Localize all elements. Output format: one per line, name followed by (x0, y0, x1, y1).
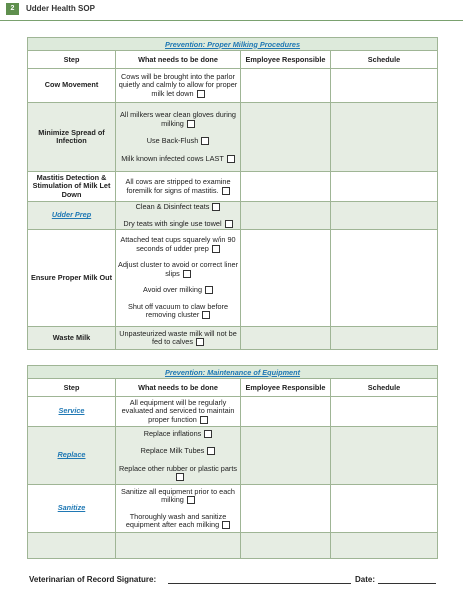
schedule-cell[interactable] (331, 172, 438, 202)
employee-cell[interactable] (241, 427, 331, 485)
task-checkbox[interactable] (187, 496, 195, 504)
empty-step-cell[interactable] (28, 533, 116, 559)
table-row (28, 485, 438, 533)
step-link-replace[interactable]: Replace (28, 427, 116, 485)
employee-cell[interactable] (241, 485, 331, 533)
empty-todo-cell[interactable] (116, 533, 241, 559)
table-row (28, 427, 438, 485)
milking-procedures-table (27, 37, 438, 350)
task-checkbox[interactable] (187, 120, 195, 128)
task-text: Clean & Disinfect teats (135, 202, 210, 211)
employee-cell[interactable] (241, 397, 331, 427)
task-text: Cows will be brought into the parlor quietly and calmly to allow for proper milk let down (118, 71, 238, 98)
step-link-service[interactable]: Service (28, 397, 116, 427)
task-text: Replace inflations (143, 428, 202, 438)
table-row (28, 172, 438, 202)
task-text: All cows are stripped to examine foremilk for signs of mastitis. (125, 177, 231, 195)
col-todo: What needs to be done (116, 51, 241, 69)
task-text: Attached teat cups squarely w/in 90 seconds of udder prep (120, 235, 236, 253)
task-checkbox[interactable] (222, 187, 230, 195)
schedule-cell[interactable] (331, 69, 438, 103)
task-text: Sanitize all equipment prior to each milking (121, 486, 235, 504)
task-checkbox[interactable] (202, 311, 210, 319)
employee-cell[interactable] (241, 230, 331, 327)
schedule-cell[interactable] (331, 202, 438, 230)
task-text: Adjust cluster to avoid or correct liner slips (117, 260, 239, 278)
employee-cell[interactable] (241, 327, 331, 350)
col-schedule: Schedule (331, 51, 438, 69)
task-checkbox[interactable] (204, 430, 212, 438)
task-checkbox[interactable] (212, 245, 220, 253)
task-checkbox[interactable] (183, 270, 191, 278)
task-text: Replace Milk Tubes (140, 446, 205, 455)
table-row (28, 230, 438, 327)
schedule-cell[interactable] (331, 397, 438, 427)
schedule-cell[interactable] (331, 427, 438, 485)
col-employee: Employee Responsible (241, 51, 331, 69)
task-text: Thoroughly wash and sanitize equipment after each milking (125, 511, 227, 529)
col-step: Step (28, 379, 116, 397)
schedule-cell[interactable] (331, 485, 438, 533)
section-title-equipment: Prevention: Maintenance of Equipment (28, 366, 438, 379)
schedule-cell[interactable] (331, 327, 438, 350)
equipment-maintenance-table (27, 365, 438, 559)
col-schedule: Schedule (331, 379, 438, 397)
step-label: Waste Milk (28, 327, 116, 350)
table-row (28, 397, 438, 427)
col-todo: What needs to be done (116, 379, 241, 397)
step-label: Ensure Proper Milk Out (28, 230, 116, 327)
employee-cell[interactable] (241, 69, 331, 103)
table-row (28, 327, 438, 350)
task-checkbox[interactable] (196, 338, 204, 346)
table-row (28, 533, 438, 559)
task-text: Use Back-Flush (146, 136, 199, 145)
task-checkbox[interactable] (200, 416, 208, 424)
document-title: Udder Health SOP (26, 4, 95, 13)
col-step: Step (28, 51, 116, 69)
task-checkbox[interactable] (205, 286, 213, 294)
schedule-cell[interactable] (331, 533, 438, 559)
employee-cell[interactable] (241, 533, 331, 559)
col-employee: Employee Responsible (241, 379, 331, 397)
task-text: Unpasteurized waste milk will not be fed to calves (119, 328, 237, 346)
step-link-udder-prep[interactable]: Udder Prep (28, 202, 116, 230)
task-text: Dry teats with single use towel (123, 218, 222, 228)
step-link-sanitize[interactable]: Sanitize (28, 485, 116, 533)
employee-cell[interactable] (241, 103, 331, 172)
task-checkbox[interactable] (227, 155, 235, 163)
schedule-cell[interactable] (331, 230, 438, 327)
page-number: 2 (6, 3, 19, 15)
task-text: Avoid over milking (142, 285, 203, 295)
date-label: Date: (355, 575, 376, 584)
step-label: Minimize Spread of Infection (28, 103, 116, 172)
date-line[interactable] (378, 583, 436, 584)
table-row (28, 103, 438, 172)
task-checkbox[interactable] (176, 473, 184, 481)
employee-cell[interactable] (241, 172, 331, 202)
task-checkbox[interactable] (222, 521, 230, 529)
table-row (28, 69, 438, 103)
step-label: Cow Movement (28, 69, 116, 103)
task-text: Shut off vacuum to claw before removing cluster (127, 301, 229, 320)
task-checkbox[interactable] (197, 90, 205, 98)
page-header (0, 0, 463, 21)
task-checkbox[interactable] (212, 203, 220, 211)
table-row (28, 202, 438, 230)
section-title-milking: Prevention: Proper Milking Procedures (28, 38, 438, 51)
employee-cell[interactable] (241, 202, 331, 230)
task-checkbox[interactable] (225, 220, 233, 228)
task-checkbox[interactable] (207, 447, 215, 455)
vet-signature-label: Veterinarian of Record Signature: (29, 575, 157, 584)
task-text: All milkers wear clean gloves during milking (120, 110, 236, 128)
task-text: Replace other rubber or plastic parts (118, 463, 238, 473)
vet-signature-line[interactable] (168, 583, 351, 584)
task-text: All equipment will be regularly evaluated and serviced to maintain proper function (121, 397, 235, 424)
task-checkbox[interactable] (201, 137, 209, 145)
schedule-cell[interactable] (331, 103, 438, 172)
task-text: Milk known infected cows LAST (121, 153, 224, 163)
step-label: Mastitis Detection & Stimulation of Milk Let Down (28, 172, 116, 202)
